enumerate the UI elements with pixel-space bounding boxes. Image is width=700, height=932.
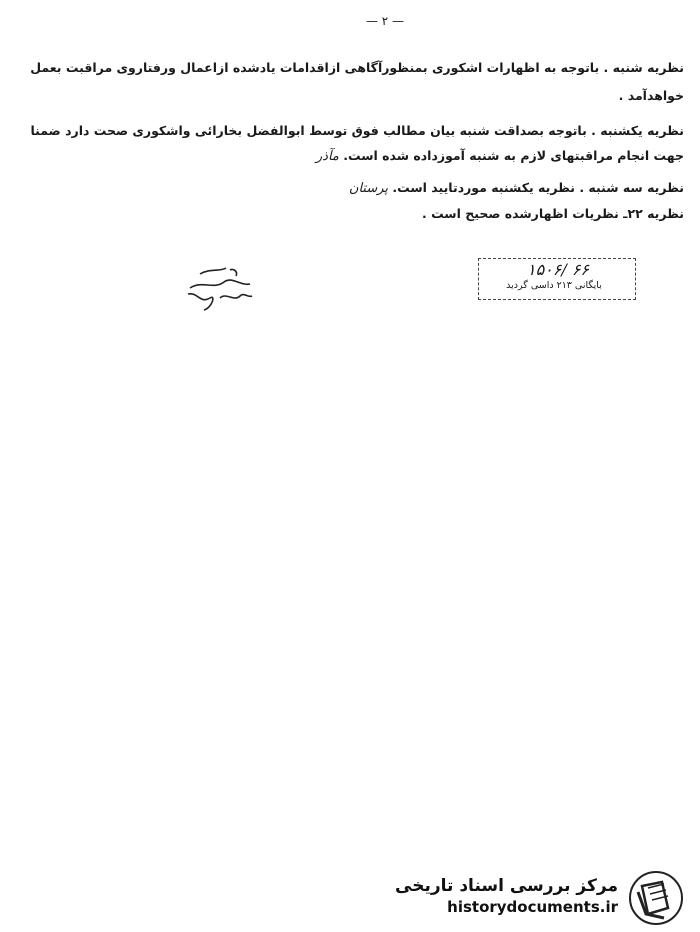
paragraph-text: جهت انجام مراقبتهای لازم به شنبه آموزداده شده است. <box>343 148 684 163</box>
paragraph-saturday-opinion <box>4 54 684 110</box>
signature-icon <box>180 264 260 314</box>
watermark-url: historydocuments.ir <box>447 898 618 916</box>
paragraph-tuesday-opinion <box>4 180 684 196</box>
paragraph-text: نظریه ۲۲ـ نظریات اظهارشده صحیح است . <box>421 206 684 221</box>
paragraph-line <box>4 143 684 169</box>
page-number: — ۲ — <box>365 14 405 28</box>
handwritten-note: مآذر <box>315 149 339 164</box>
archive-stamp <box>478 258 636 300</box>
paragraph-line: نظریه یکشنبه . باتوجه بصداقت شنبه بیان مطالب فوق توسط ابوالفضل بخارائی واشکوری صحت دارد ضمنا <box>30 123 684 138</box>
stamp-number: ۱۵۰۶/ ۶۶ <box>526 260 590 279</box>
paragraph-line: خواهدآمد . <box>618 88 684 103</box>
stamp-label: بایگانی ۲۱۳ داسی گردید <box>506 280 602 291</box>
archive-logo-icon <box>628 870 684 926</box>
paragraph-line: نظریه شنبه . باتوجه به اظهارات اشکوری بمنظورآگاهی ازاقدامات یادشده ازاعمال ورفتاروی مراقبت بعمل <box>30 60 684 75</box>
paragraph-sunday-opinion <box>4 118 684 169</box>
paragraph-22-opinion <box>4 206 684 221</box>
watermark-org-name: مرکز بررسی اسناد تاریخی <box>395 876 618 896</box>
handwritten-note: پرستان <box>348 181 389 196</box>
paragraph-text: نظریه سه شنبه . نظریه یکشنبه موردتایید است. <box>392 180 684 195</box>
